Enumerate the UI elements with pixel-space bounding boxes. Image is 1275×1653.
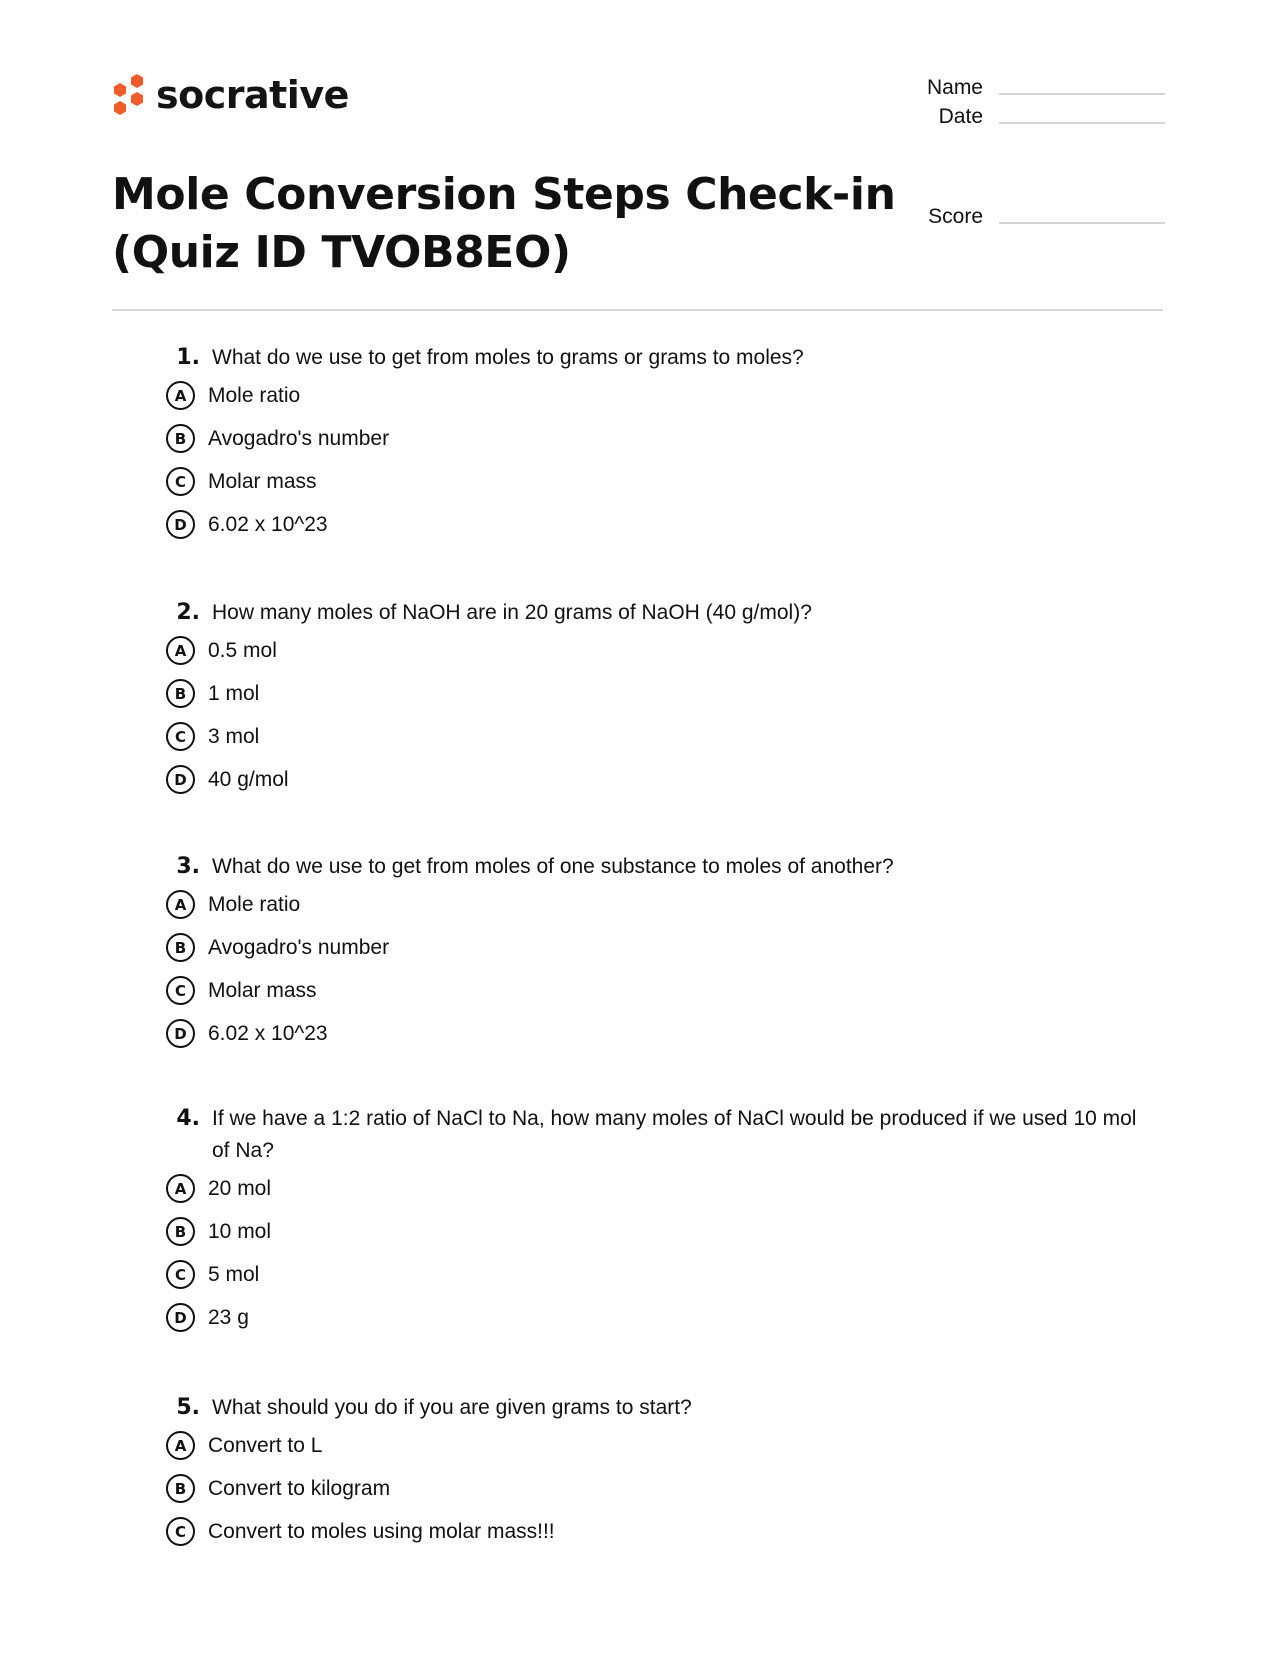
choice-text: 20 mol — [208, 1176, 272, 1200]
choice-text: 23 g — [208, 1305, 249, 1329]
choice-bubble[interactable]: D — [166, 765, 195, 794]
choice-d[interactable] — [166, 1012, 1146, 1055]
date-field[interactable] — [863, 105, 1165, 129]
choice-text: Molar mass — [208, 978, 317, 1002]
header-divider — [112, 309, 1163, 311]
question-5 — [166, 1392, 1146, 1553]
choice-text: Mole ratio — [208, 383, 301, 407]
choice-bubble[interactable]: B — [166, 1474, 195, 1503]
choice-a[interactable] — [166, 1167, 1146, 1210]
choice-text: 6.02 x 10^23 — [208, 512, 328, 536]
choice-bubble[interactable]: B — [166, 933, 195, 962]
choice-b[interactable] — [166, 1210, 1146, 1253]
question-text: How many moles of NaOH are in 20 grams of NaOH (40 g/mol)? — [212, 601, 812, 624]
choice-bubble[interactable]: B — [166, 424, 195, 453]
choice-text: 0.5 mol — [208, 638, 277, 662]
choice-text: 40 g/mol — [208, 767, 289, 791]
choice-bubble[interactable]: A — [166, 1174, 195, 1203]
choice-d[interactable] — [166, 503, 1146, 546]
choice-bubble[interactable]: B — [166, 1217, 195, 1246]
choice-b[interactable] — [166, 1467, 1146, 1510]
choice-a[interactable] — [166, 883, 1146, 926]
choice-bubble[interactable]: D — [166, 1019, 195, 1048]
choice-c[interactable] — [166, 1510, 1146, 1553]
question-text: What do we use to get from moles to grams or grams to moles? — [212, 346, 804, 369]
choice-bubble[interactable]: D — [166, 1303, 195, 1332]
choice-bubble[interactable]: C — [166, 1517, 195, 1546]
choice-bubble[interactable]: D — [166, 510, 195, 539]
question-number: 1. — [176, 345, 200, 370]
title-line-1: Mole Conversion Steps Check-in — [112, 169, 896, 220]
choice-bubble[interactable]: C — [166, 467, 195, 496]
score-line[interactable] — [999, 222, 1165, 224]
choice-c[interactable] — [166, 460, 1146, 503]
choice-text: 10 mol — [208, 1219, 272, 1243]
choice-bubble[interactable]: A — [166, 890, 195, 919]
choice-c[interactable] — [166, 969, 1146, 1012]
question-3 — [166, 851, 1146, 1055]
date-label: Date — [938, 105, 983, 128]
choice-d[interactable] — [166, 758, 1146, 801]
choice-text: 3 mol — [208, 724, 260, 748]
question-text: What should you do if you are given grams to start? — [212, 1396, 692, 1419]
choice-text: Convert to moles using molar mass!!! — [208, 1519, 555, 1543]
hexagon-cluster-logo-icon — [110, 73, 148, 121]
page-title — [112, 166, 912, 282]
choice-b[interactable] — [166, 417, 1146, 460]
score-label: Score — [928, 205, 983, 228]
question-1 — [166, 342, 1146, 546]
brand-name: socrative — [156, 73, 349, 117]
question-number: 3. — [176, 854, 200, 879]
choice-b[interactable] — [166, 672, 1146, 715]
choice-text: 1 mol — [208, 681, 260, 705]
choice-a[interactable] — [166, 1424, 1146, 1467]
name-line[interactable] — [999, 93, 1165, 95]
question-text: What do we use to get from moles of one substance to moles of another? — [212, 855, 894, 878]
question-text: If we have a 1:2 ratio of NaCl to Na, how many moles of NaCl would be produced if we used 10 mol of Na? — [212, 1107, 1137, 1162]
question-number: 2. — [176, 600, 200, 625]
choice-bubble[interactable]: C — [166, 722, 195, 751]
choice-text: Molar mass — [208, 469, 317, 493]
choice-bubble[interactable]: B — [166, 679, 195, 708]
choice-text: Convert to L — [208, 1433, 323, 1457]
choice-c[interactable] — [166, 1253, 1146, 1296]
choice-text: 5 mol — [208, 1262, 260, 1286]
choice-d[interactable] — [166, 1296, 1146, 1339]
choice-bubble[interactable]: A — [166, 381, 195, 410]
choice-c[interactable] — [166, 715, 1146, 758]
choice-text: Mole ratio — [208, 892, 301, 916]
choice-b[interactable] — [166, 926, 1146, 969]
question-2 — [166, 597, 1146, 801]
choice-bubble[interactable]: C — [166, 1260, 195, 1289]
name-field[interactable] — [863, 76, 1165, 100]
date-line[interactable] — [999, 122, 1165, 124]
choice-bubble[interactable]: C — [166, 976, 195, 1005]
question-4 — [166, 1103, 1146, 1339]
choice-bubble[interactable]: A — [166, 636, 195, 665]
choice-text: Avogadro's number — [208, 935, 390, 959]
choice-a[interactable] — [166, 374, 1146, 417]
question-number: 4. — [176, 1106, 200, 1131]
choice-text: Convert to kilogram — [208, 1476, 391, 1500]
choice-text: Avogadro's number — [208, 426, 390, 450]
choice-text: 6.02 x 10^23 — [208, 1021, 328, 1045]
title-line-2: (Quiz ID TVOB8EO) — [112, 227, 571, 278]
question-number: 5. — [176, 1395, 200, 1420]
choice-bubble[interactable]: A — [166, 1431, 195, 1460]
choice-a[interactable] — [166, 629, 1146, 672]
socrative-logo — [110, 72, 349, 122]
name-label: Name — [926, 76, 983, 99]
